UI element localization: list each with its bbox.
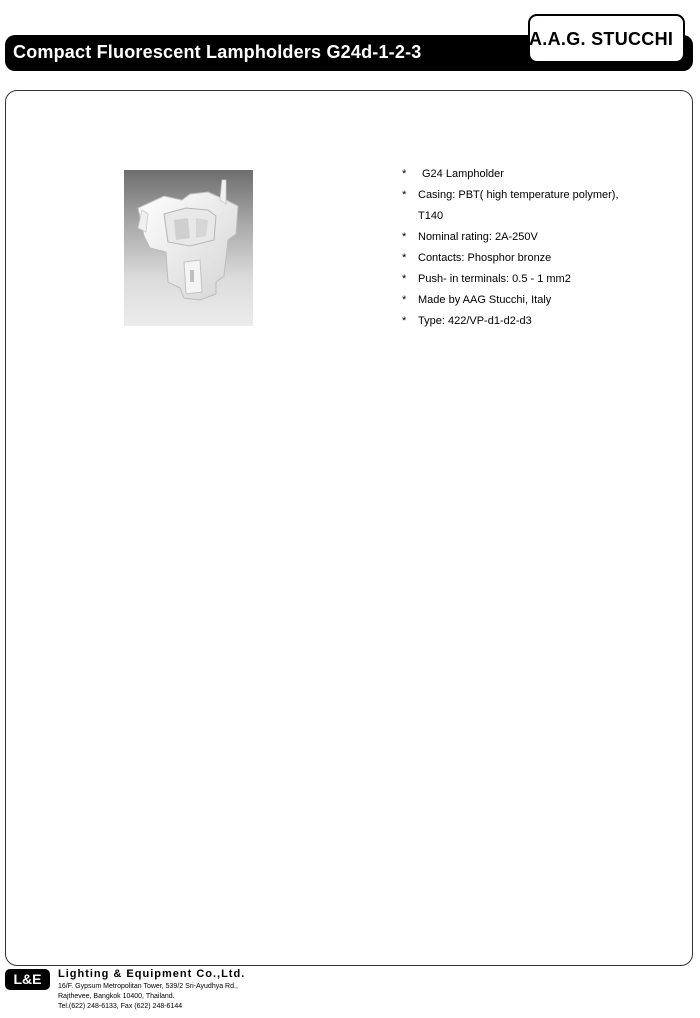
list-item — [402, 227, 682, 248]
company-name: Lighting & Equipment Co.,Ltd. — [58, 968, 246, 980]
spec-text: Push- in terminals: 0.5 - 1 mm2 — [418, 273, 571, 285]
spec-text: Type: 422/VP-d1-d2-d3 — [418, 315, 532, 327]
spec-text: Nominal rating: 2A-250V — [418, 231, 538, 243]
list-item — [402, 269, 682, 290]
bullet: * — [402, 231, 407, 243]
list-item — [402, 185, 682, 227]
list-item — [402, 164, 682, 185]
spec-text-continuation: T140 — [418, 210, 444, 222]
bullet: * — [402, 273, 407, 285]
lampholder-image — [124, 170, 253, 326]
product-photo — [124, 170, 253, 326]
spec-text: Made by AAG Stucchi, Italy — [418, 294, 552, 306]
bullet: * — [402, 315, 407, 327]
bullet: * — [402, 294, 407, 306]
spec-text: G24 Lampholder — [422, 168, 504, 180]
company-logo: L&E — [5, 969, 50, 990]
bullet: * — [402, 189, 407, 201]
list-item — [402, 311, 682, 332]
list-item — [402, 290, 682, 311]
brand-name: A.A.G. STUCCHI — [529, 29, 674, 49]
contact-line: Tel.(622) 248-6133, Fax (622) 248-6144 — [58, 1003, 183, 1010]
address-line-2: Rajthevee, Bangkok 10400, Thailand. — [58, 993, 175, 1000]
bullet: * — [402, 168, 407, 180]
page-title: Compact Fluorescent Lampholders G24d-1-2-3 — [13, 42, 422, 62]
spec-text: Contacts: Phosphor bronze — [418, 252, 552, 264]
address-line-1: 16/F. Gypsum Metropolitan Tower, 539/2 Sri-Ayudhya Rd., — [58, 983, 238, 990]
bullet: * — [402, 252, 407, 264]
spec-text: Casing: PBT( high temperature polymer), — [418, 189, 619, 201]
list-item — [402, 248, 682, 269]
spec-list — [402, 164, 682, 332]
